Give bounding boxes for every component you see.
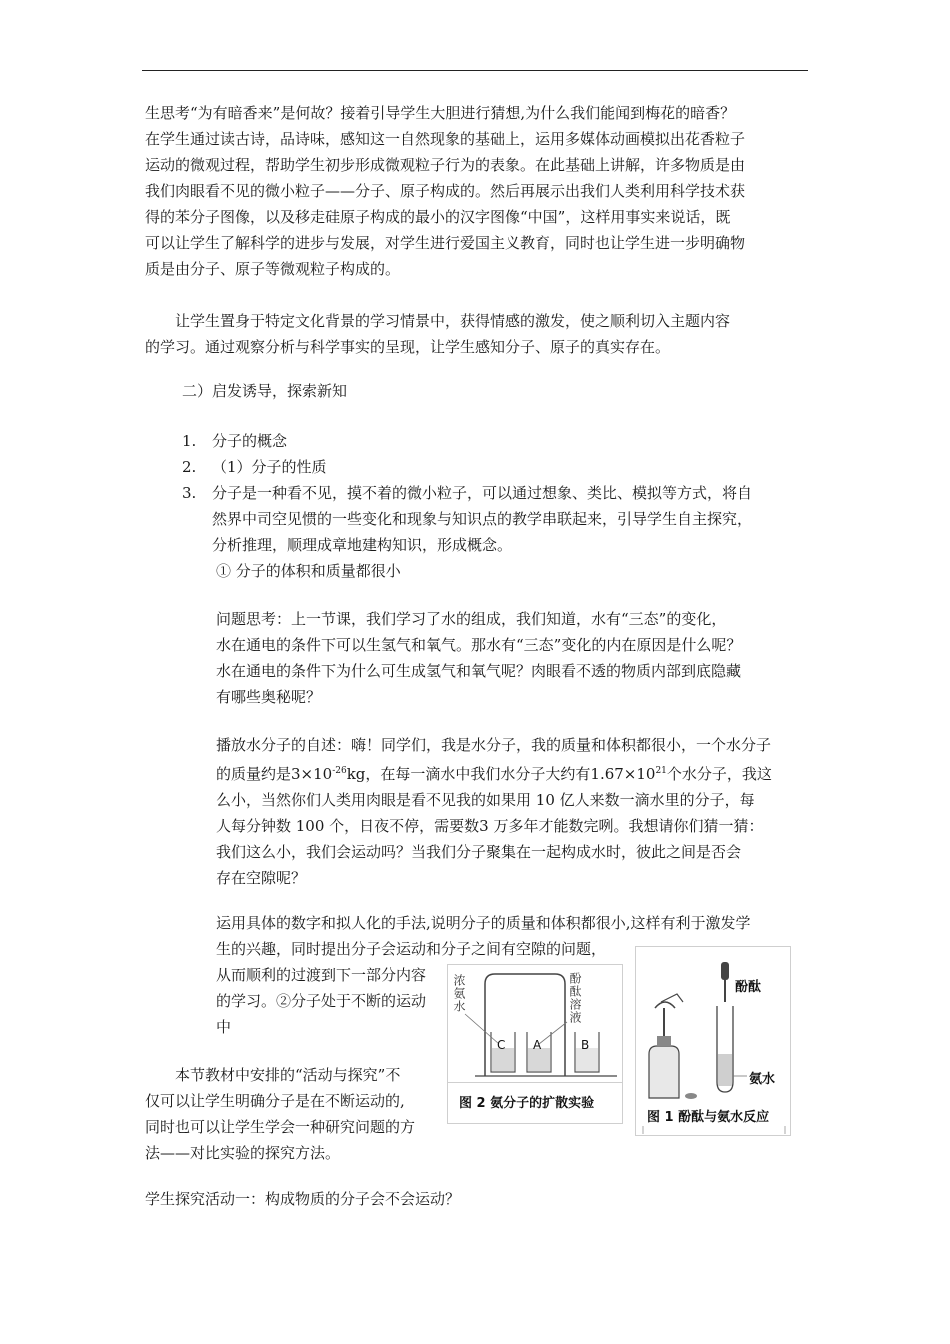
intro-line: 得的苯分子图像，以及移走硅原子构成的最小的汉字图像“中国”，这样用事实来说话，既: [145, 208, 731, 226]
list-number-2: 2.: [182, 458, 197, 476]
narration-line-2: 的质量约是$3\times 10^{-26}kg$，在每一滴水中我们水分子大约有$1.67\times 10^{21}$个水分子，我这: [216, 765, 772, 783]
context-line: 让学生置身于特定文化背景的学习情景中，获得情感的激发，使之顺利切入主题内容: [175, 312, 731, 330]
intro-line: 生思考“为有暗香来”是何故？接着引导学生大胆进行猜想,为什么我们能闻到梅花的暗香？: [145, 104, 736, 122]
narration-paragraph: [216, 732, 841, 891]
analysis-line: 生的兴趣，同时提出分子会运动和分子之间有空隙的问题，: [216, 940, 607, 958]
question-line: 有哪些奥秘呢？: [216, 688, 322, 706]
figure-2-caption: 图 2 氨分子的扩散实验: [459, 1096, 595, 1111]
analysis-line: 从而顺利的过渡到下一部分内容: [216, 966, 427, 984]
narration-line: 存在空隙呢？: [216, 869, 307, 887]
narration-line: 我们这么小，我们会运动吗？当我们分子聚集在一起构成水时，彼此之间是否会: [216, 843, 742, 861]
exponent-2: 21: [655, 766, 667, 776]
textbook-line: 法——对比实验的探究方法。: [145, 1144, 341, 1162]
question-paragraph: [216, 606, 826, 710]
question-line: 问题思考：上一节课，我们学习了水的组成，我们知道，水有“三态”的变化，: [216, 610, 727, 628]
sub-item-1: ① 分子的体积和质量都很小: [216, 562, 401, 580]
narration-line-1: 播放水分子的自述：嗨！同学们，我是水分子，我的质量和体积都很小，一个水分子: [216, 736, 772, 754]
beaker-b-label: B: [581, 1038, 590, 1052]
list-item-2: （1）分子的性质: [212, 458, 327, 476]
list-item-3-line: 然界中司空见惯的一些变化和现象与知识点的教学串联起来，引导学生自主探究，: [212, 510, 753, 528]
textbook-line: 同时也可以让学生学会一种研究问题的方: [145, 1118, 416, 1136]
textbook-line: 本节教材中安排的“活动与探究”不: [175, 1066, 401, 1084]
question-line: 水在通电的条件下为什么可生成氢气和氧气呢？肉眼看不透的物质内部到底隐藏: [216, 662, 742, 680]
intro-line: 在学生通过读古诗，品诗味，感知这一自然现象的基础上，运用多媒体动画模拟出花香粒子: [145, 130, 746, 148]
list-item-3: [212, 480, 822, 558]
intro-line: 我们肉眼看不见的微小粒子——分子、原子构成的。然后再展示出我们人类利用科学技术获: [145, 182, 746, 200]
figure-2: [447, 964, 623, 1124]
label-ammonia: 浓氨水: [452, 974, 466, 1013]
intro-line: 可以让学生了解科学的进步与发展，对学生进行爱国主义教育，同时也让学生进一步明确物: [145, 234, 746, 252]
narration-line: 么小，当然你们人类用肉眼是看不见我的如果用 10 亿人来数一滴水里的分子，每: [216, 791, 755, 809]
analysis-line: 的学习。②分子处于不断的运动: [216, 992, 427, 1010]
exponent-1: -26: [332, 766, 347, 776]
list-item-1: 分子的概念: [212, 432, 288, 450]
label-ammonia-water: 氨水: [749, 1072, 776, 1087]
analysis-line: 运用具体的数字和拟人化的手法,说明分子的质量和体积都很小,这样有利于激发学: [216, 914, 751, 932]
list-item-3-line: 分子是一种看不见，摸不着的微小粒子，可以通过想象、类比、模拟等方式，将自: [212, 484, 753, 502]
beaker-a-label: A: [533, 1038, 542, 1052]
list-number-1: 1.: [182, 432, 197, 450]
label-phenolphthalein-solution: 酚酞溶液: [568, 972, 582, 1024]
textbook-line: 仅可以让学生明确分子是在不断运动的,: [145, 1092, 405, 1110]
narration-line: 人每分钟数 100 个，日夜不停，需要数3 万多年才能数完咧。我想请你们猜一猜：: [216, 817, 764, 835]
question-line: 水在通电的条件下可以生氢气和氧气。那水有“三态”变化的内在原因是什么呢？: [216, 636, 742, 654]
analysis-line: 中: [216, 1018, 232, 1036]
section-heading: 二）启发诱导，探索新知: [182, 382, 348, 400]
intro-line: 运动的微观过程，帮助学生初步形成微观粒子行为的表象。在此基础上讲解，许多物质是由: [145, 156, 746, 174]
activity-heading: 学生探究活动一：构成物质的分子会不会运动？: [145, 1190, 461, 1208]
label-phenolphthalein: 酚酞: [735, 980, 762, 995]
list-number-3: 3.: [182, 484, 197, 502]
context-line: 的学习。通过观察分析与科学事实的呈现，让学生感知分子、原子的真实存在。: [145, 338, 671, 356]
context-paragraph: [145, 308, 810, 360]
beaker-c-label: C: [497, 1038, 506, 1052]
figure-1: [635, 946, 791, 1136]
textbook-paragraph: [145, 1062, 455, 1166]
header-rule: [142, 70, 808, 71]
intro-paragraph: [145, 100, 810, 282]
list-item-3-line: 分析推理，顺理成章地建构知识，形成概念。: [212, 536, 513, 554]
intro-line: 质是由分子、原子等微观粒子构成的。: [145, 260, 401, 278]
figure-1-caption: 图 1 酚酞与氨水反应: [647, 1110, 770, 1125]
